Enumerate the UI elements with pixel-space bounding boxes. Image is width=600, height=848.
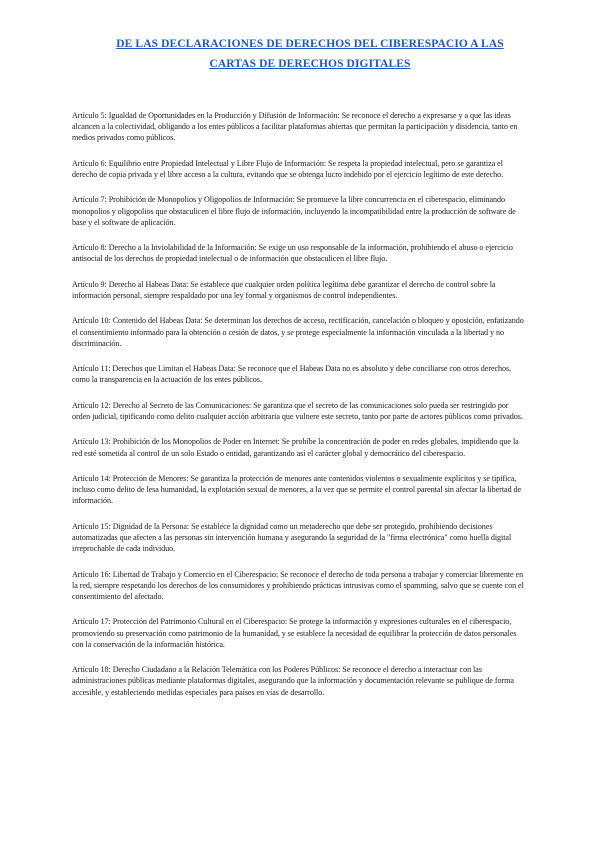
article-16: Artículo 16: Libertad de Trabajo y Comercio en el Ciberespacio: Se reconoce el derecho de toda persona a trabajar y comerciar libremente en la red, siempre respetando los derechos de los consumidores y prohibiendo prácticas intrusivas como el spamming, salvo que se cuente con el consentimiento del afectado. xyxy=(72,569,524,601)
article-18: Artículo 18: Derecho Ciudadano a la Relación Telemática con los Poderes Públicos: Se reconoce el derecho a interactuar con las administraciones públicas mediante plataformas digitales, asegurando que la información y documentación relevante se publique de forma accesible, y estableciendo medidas especiales para países en vías de desarrollo. xyxy=(72,665,514,697)
article-13: Artículo 13: Prohibición de los Monopolios de Poder en Internet: Se prohíbe la concentración de poder en redes globales, impidiendo que la red esté sometida al control de un solo Estado o entidad, garantizando así el carácter global y democrático del ciberespacio. xyxy=(72,437,519,458)
article-6: Artículo 6: Equilibrio entre Propiedad Intelectual y Libre Flujo de Información: Se respeta la propiedad intelectual, pero se garantiza el derecho de copia privada y el libre acceso a la cultura, evitando que se obtenga lucro indebido por el ejercicio legítimo de este derecho. xyxy=(72,158,504,179)
article-14: Artículo 14: Protección de Menores: Se garantiza la protección de menores ante contenidos violentos o sexualmente explícitos y se tipifica, incluso como delito de lesa humanidad, la explotación sexual de menores, a la vez que se permite el control parental sin afectar la libertad de información. xyxy=(72,473,522,506)
article-9: Artículo 9: Derecho al Habeas Data: Se establece que cualquier orden política legítima debe garantizar el derecho de control sobre la información personal, siempre respaldado por una ley formal y organismos de control independientes. xyxy=(72,279,496,300)
title-line-2: CARTAS DE DERECHOS DIGITALES xyxy=(209,58,411,70)
document-title xyxy=(90,34,530,74)
article-12: Artículo 12: Derecho al Secreto de las Comunicaciones: Se garantiza que el secreto de las comunicaciones solo pueda ser restringido por orden judicial, tipificando como delito cualquier acción arbitraria que vulnere este secreto, tanto por parte de actores públicos como privados. xyxy=(72,400,523,421)
article-17: Artículo 17: Protección del Patrimonio Cultural en el Ciberespacio: Se protege la información y expresiones culturales en el ciberespacio, promoviendo su preservación como patrimonio de la humanidad, y se establece la necesidad de equilibrar la protección de datos personales con la conservación de la información histórica. xyxy=(72,617,517,649)
article-5: Artículo 5: Igualdad de Oportunidades en la Producción y Difusión de Información: Se reconoce el derecho a expresarse y a que las ideas alcancen a la colectividad, obligando a los entes públicos a facilitar plataformas abiertas que permitan la participación y disidencia, tanto en medios privados como públicos. xyxy=(72,111,518,143)
article-7: Artículo 7: Prohibición de Monopolios y Oligopolios de Información: Se promueve la libre concurrencia en el ciberespacio, eliminando monopolios y oligopolios que obstaculicen el libre flujo de información, incluyendo la incompatibilidad entre la producción de software de base y el software de aplicación. xyxy=(72,195,516,227)
article-8: Artículo 8: Derecho a la Inviolabilidad de la Información: Se exige un uso responsable de la información, prohibiendo el abuso o ejercicio antisocial de los derechos de propiedad intelectual o de información que obstaculicen el libre flujo. xyxy=(72,243,513,264)
title-line-1: DE LAS DECLARACIONES DE DERECHOS DEL CIBERESPACIO A LAS xyxy=(116,38,504,50)
article-10: Artículo 10: Contenido del Habeas Data: Se determinan los derechos de acceso, rectificación, cancelación o bloqueo y oposición, enfatizando el consentimiento informado para la obtención o cesión de datos, y se protege especialmente la información vinculada a la libertad y no discriminación. xyxy=(72,316,524,348)
article-15: Artículo 15: Dignidad de la Persona: Se establece la dignidad como un metaderecho que debe ser protegido, prohibiendo decisiones automatizadas que afecten a las personas sin intervención humana y asegurando la seguridad de la "firma electrónica" como huella digital irreprochable de cada individuo. xyxy=(72,521,512,554)
article-11: Artículo 11: Derechos que Limitan el Habeas Data: Se reconoce que el Habeas Data no es absoluto y debe conciliarse con otros derechos, como la transparencia en la actuación de los entes públicos. xyxy=(72,364,512,385)
articles-list xyxy=(72,110,528,712)
